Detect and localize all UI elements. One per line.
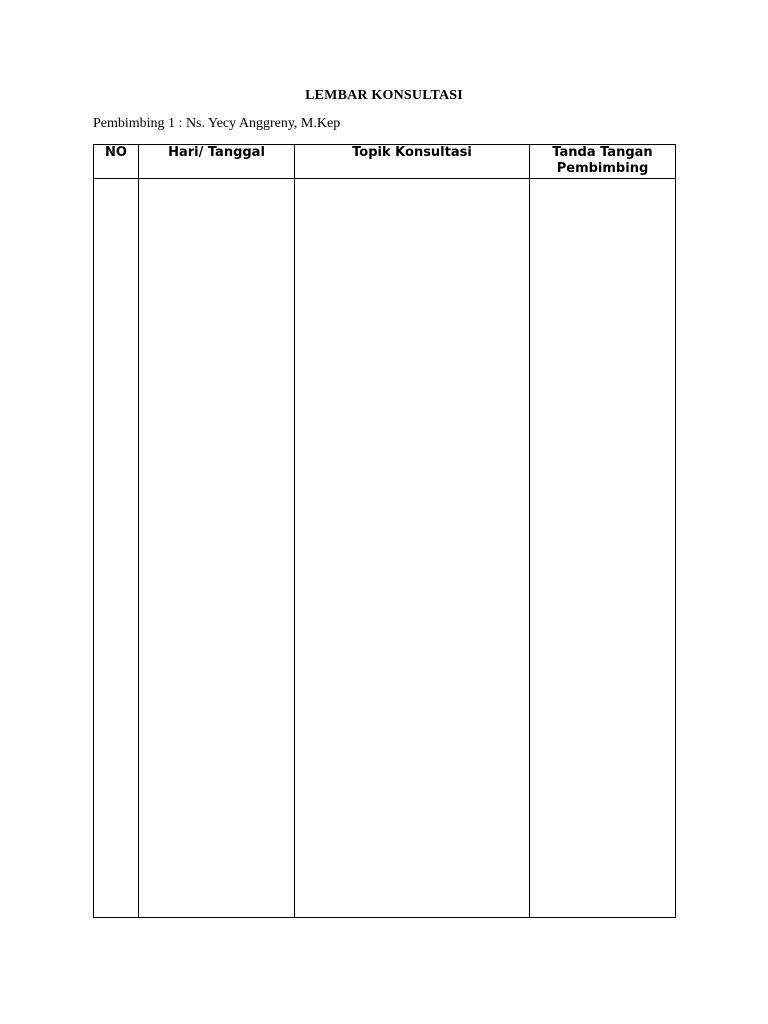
header-no: NO: [94, 145, 139, 179]
cell-no: [94, 179, 139, 918]
table-row: [94, 179, 676, 918]
document-title: LEMBAR KONSULTASI: [305, 88, 463, 103]
table-header-row: [94, 145, 676, 179]
header-signature-line1: Tanda Tangan: [552, 145, 653, 160]
header-signature: [530, 145, 676, 179]
header-signature-line2: Pembimbing: [556, 161, 649, 176]
header-topic: Topik Konsultasi: [295, 145, 530, 179]
supervisor-line: Pembimbing 1 : Ns. Yecy Anggreny, M.Kep: [93, 116, 341, 131]
cell-date: [139, 179, 295, 918]
header-date: Hari/ Tanggal: [139, 145, 295, 179]
cell-signature: [530, 179, 676, 918]
cell-topic: [295, 179, 530, 918]
consultation-table: [93, 144, 676, 918]
